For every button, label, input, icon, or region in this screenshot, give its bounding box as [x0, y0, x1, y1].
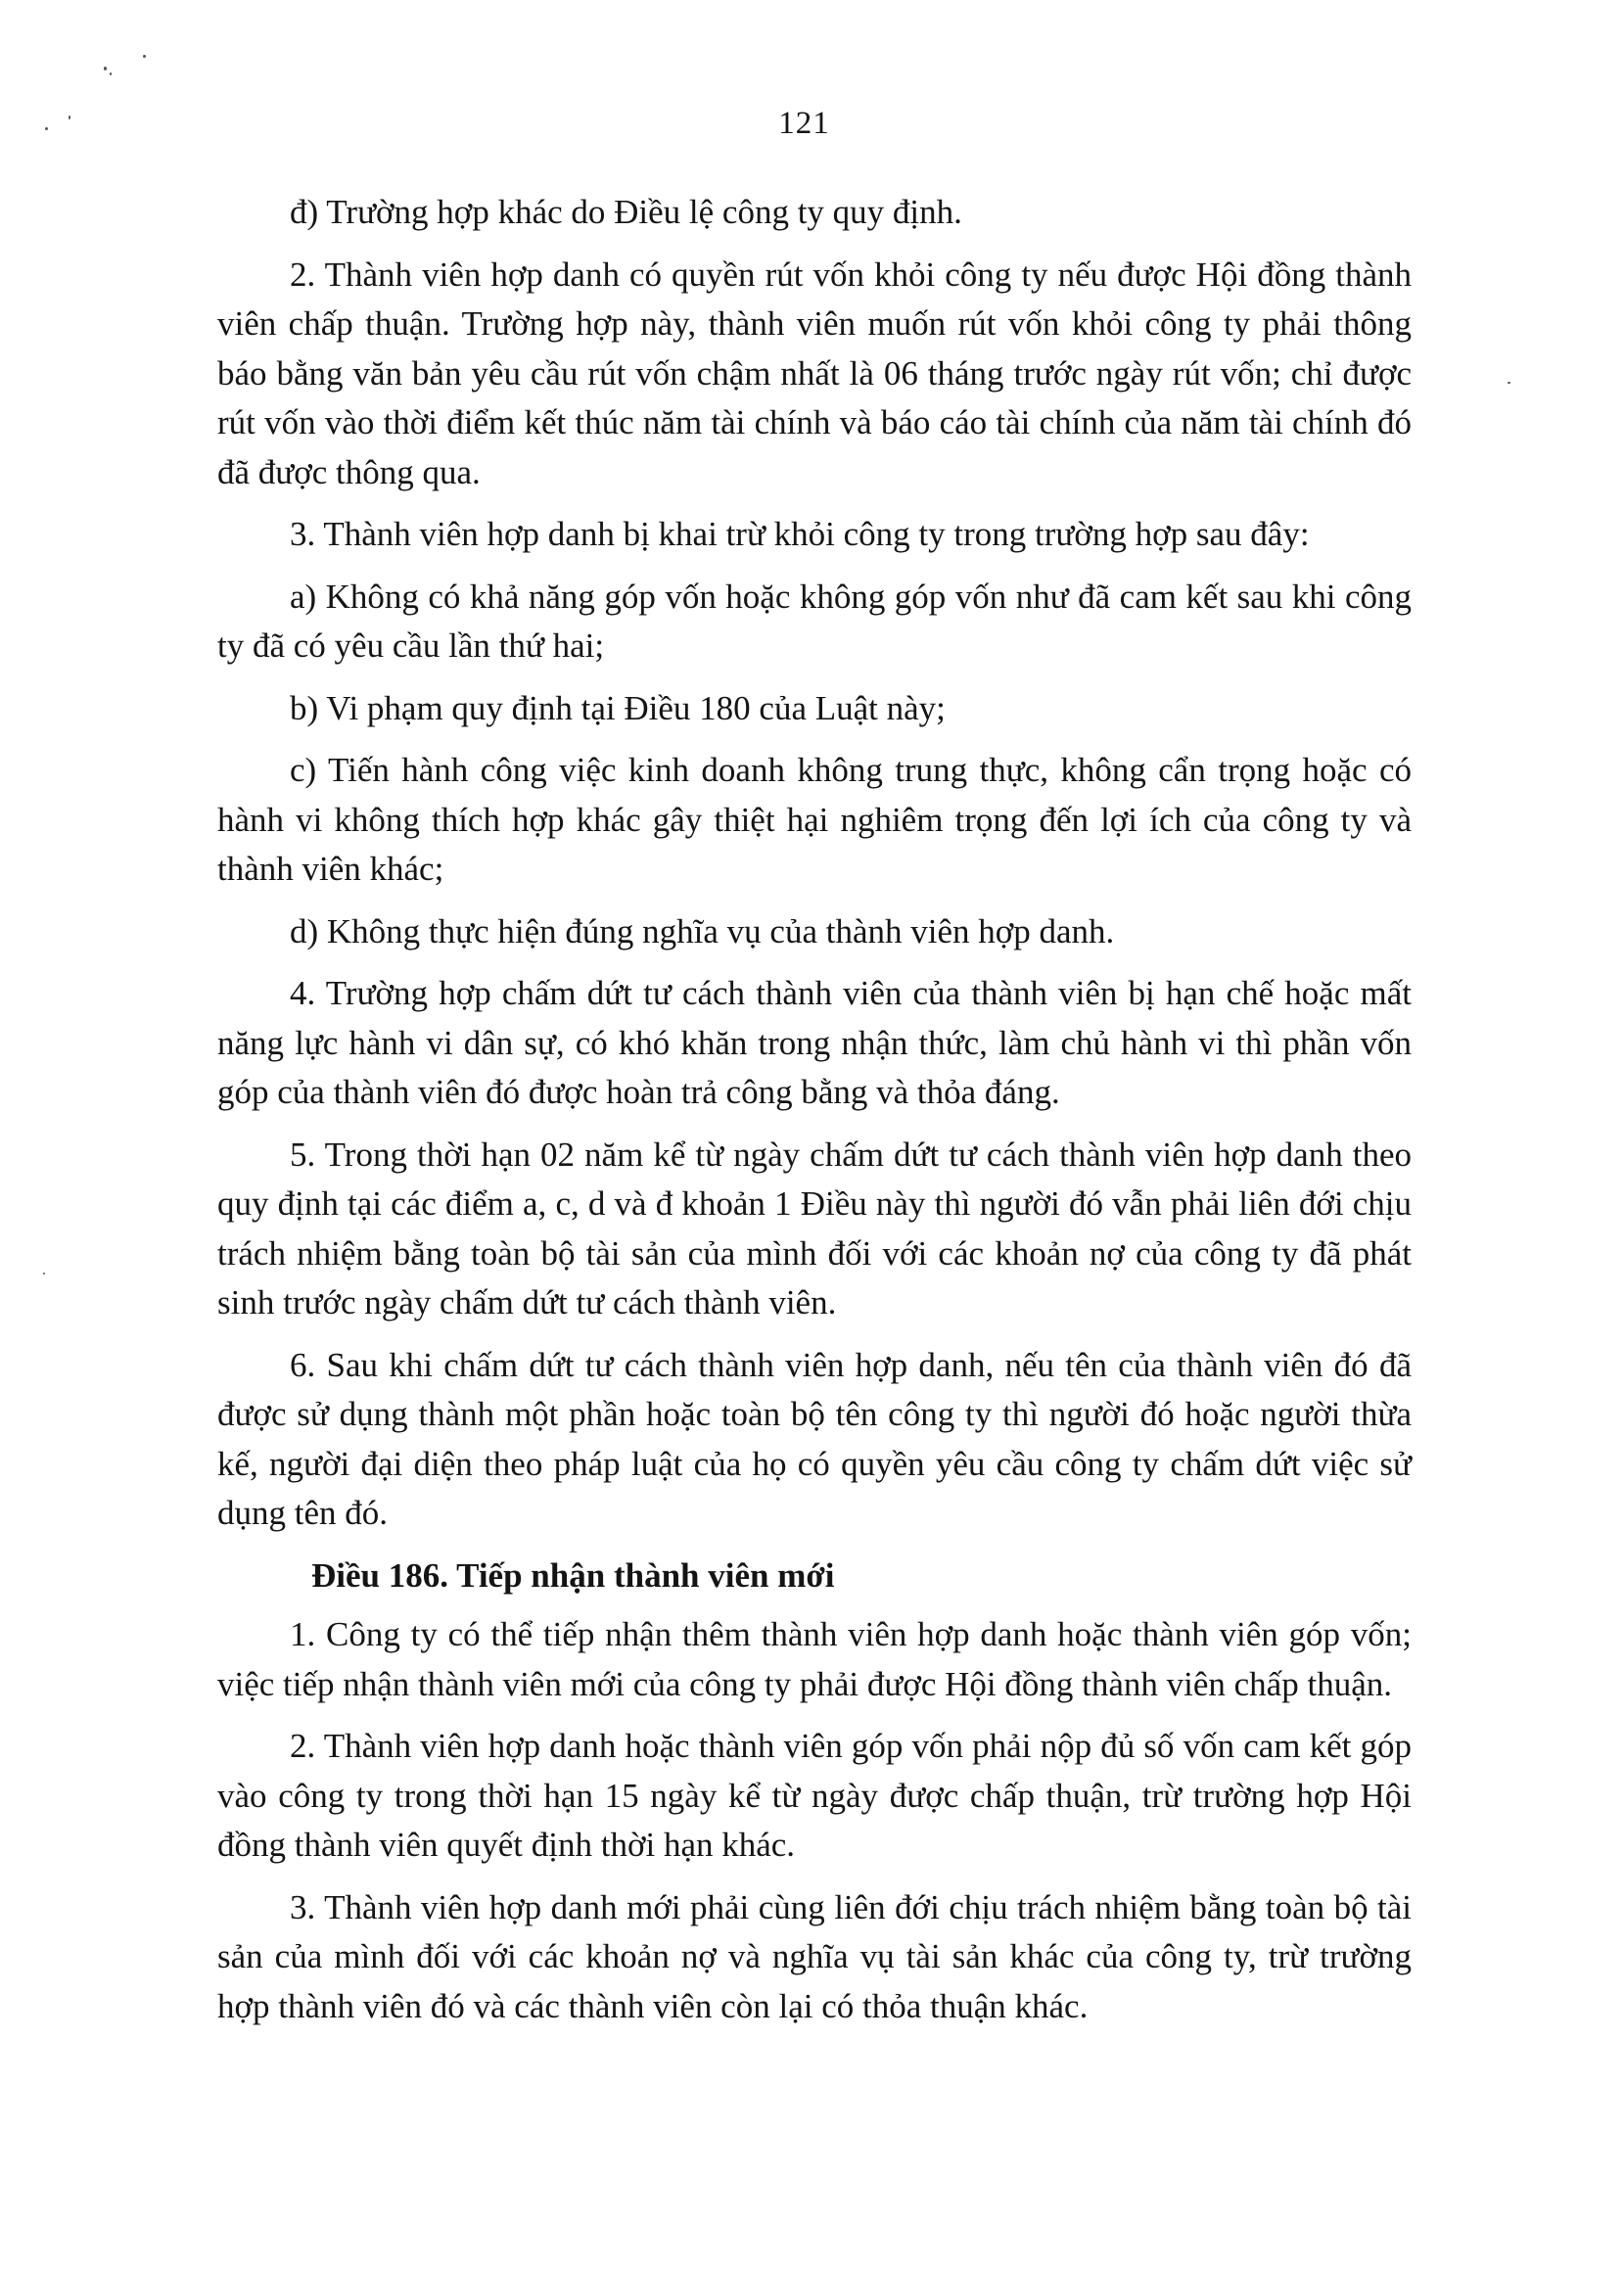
clause-paragraph: 2. Thành viên hợp danh hoặc thành viên góp vốn phải nộp đủ số vốn cam kết góp vào công ty trong thời hạn 15 ngày kể từ ngày được chấp thuận, trừ trường hợp Hội đồng thành viên quyết định thời hạn khác.	[217, 1727, 1412, 1864]
clause-paragraph: c) Tiến hành công việc kinh doanh không trung thực, không cẩn trọng hoặc có hành vi không thích hợp khác gây thiệt hại nghiêm trọng đến lợi ích của công ty và thành viên khác;	[217, 751, 1412, 888]
clause-paragraph: a) Không có khả năng góp vốn hoặc không góp vốn như đã cam kết sau khi công ty đã có yêu cầu lần thứ hai;	[217, 577, 1412, 665]
document-body	[217, 188, 1412, 2044]
clause-paragraph: d) Không thực hiện đúng nghĩa vụ của thành viên hợp danh.	[290, 911, 1115, 950]
scan-speck	[1508, 382, 1510, 384]
article-heading: Điều 186. Tiếp nhận thành viên mới	[311, 1555, 835, 1595]
clause-paragraph: b) Vi phạm quy định tại Điều 180 của Luật này;	[290, 688, 946, 727]
clause-paragraph: 4. Trường hợp chấm dứt tư cách thành viên của thành viên bị hạn chế hoặc mất năng lực hành vi dân sự, có khó khăn trong nhận thức, làm chủ hành vi thì phần vốn góp của thành viên đó được hoàn trả công bằng và thỏa đáng.	[217, 974, 1412, 1111]
scan-speck	[110, 72, 112, 75]
clause-paragraph: 5. Trong thời hạn 02 năm kể từ ngày chấm dứt tư cách thành viên hợp danh theo quy định tại các điểm a, c, d và đ khoản 1 Điều này thì người đó vẫn phải liên đới chịu trách nhiệm bằng toàn bộ tài sản của mình đối với các khoản nợ của công ty đã phát sinh trước ngày chấm dứt tư cách thành viên.	[217, 1135, 1412, 1321]
clause-paragraph: 3. Thành viên hợp danh bị khai trừ khỏi công ty trong trường hợp sau đây:	[290, 515, 1310, 553]
scan-speck	[143, 55, 146, 58]
clause-paragraph: 3. Thành viên hợp danh mới phải cùng liên đới chịu trách nhiệm bằng toàn bộ tài sản của mình đối với các khoản nợ và nghĩa vụ tài sản khác của công ty, trừ trường hợp thành viên đó và các thành viên còn lại có thỏa thuận khác.	[217, 1887, 1412, 2025]
clause-paragraph: 2. Thành viên hợp danh có quyền rút vốn khỏi công ty nếu được Hội đồng thành viên chấp thuận. Trường hợp này, thành viên muốn rút vốn khỏi công ty phải thông báo bằng văn bản yêu cầu rút vốn chậm nhất là 06 tháng trước ngày rút vốn; chỉ được rút vốn vào thời điểm kết thúc năm tài chính và báo cáo tài chính của năm tài chính đó đã được thông qua.	[217, 255, 1412, 491]
page-number: 121	[778, 106, 830, 141]
clause-paragraph: 6. Sau khi chấm dứt tư cách thành viên hợp danh, nếu tên của thành viên đó đã được sử dụng thành một phần hoặc toàn bộ tên công ty thì người đó hoặc người thừa kế, người đại diện theo pháp luật của họ có quyền yêu cầu công ty chấm dứt việc sử dụng tên đó.	[217, 1345, 1412, 1532]
scan-speck	[104, 67, 107, 70]
clause-paragraph: đ) Trường hợp khác do Điều lệ công ty quy định.	[290, 193, 962, 231]
clause-paragraph: 1. Công ty có thể tiếp nhận thêm thành viên hợp danh hoặc thành viên góp vốn; việc tiếp nhận thành viên mới của công ty phải được Hội đồng thành viên chấp thuận.	[217, 1615, 1412, 1703]
scan-speck	[43, 1273, 45, 1275]
